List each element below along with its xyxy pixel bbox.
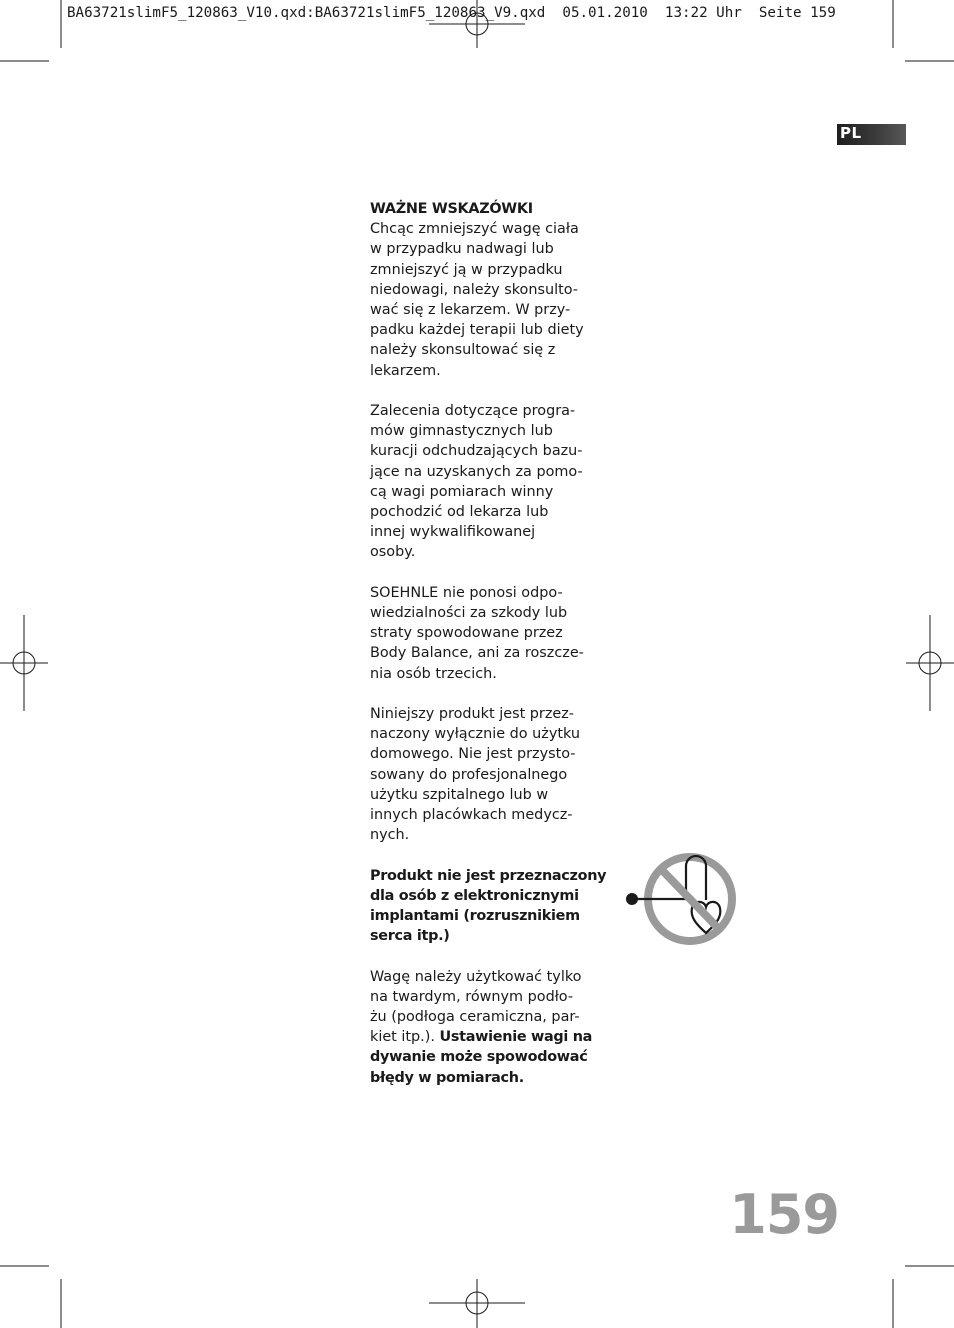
text-line: Zalecenia dotyczące progra-: [370, 403, 576, 420]
text-line: naczony wyłącznie do użytku: [370, 726, 580, 743]
no-pacemaker-icon: [620, 850, 742, 950]
text-line: na twardym, równym podło-: [370, 988, 574, 1005]
warning-line: Produkt nie jest przeznaczony: [370, 867, 607, 884]
text-line: jące na uzyskanych za pomo-: [370, 463, 583, 480]
text-line: sowany do profesjonalnego: [370, 766, 568, 783]
text-line: osoby.: [370, 544, 416, 561]
text-line: żu (podłoga ceramiczna, par-: [370, 1009, 580, 1026]
text-line: lekarzem.: [370, 362, 441, 379]
language-label: PL: [840, 124, 862, 142]
warning-line: dla osób z elektronicznymi: [370, 887, 579, 904]
text-line: pochodzić od lekarza lub: [370, 504, 549, 521]
file-slug-line: BA63721slimF5_120863_V10.qxd:BA63721slimF5_120863_V9.qxd 05.01.2010 13:22 Uhr Seite 159: [67, 5, 836, 21]
text-line: należy skonsultować się z: [370, 342, 556, 359]
text-line: straty spowodowane przez: [370, 625, 563, 642]
text-line: użytku szpitalnego lub w: [370, 786, 549, 803]
text-line: Body Balance, ani za roszcze-: [370, 645, 584, 662]
text-line: padku każdej terapii lub diety: [370, 322, 584, 339]
text-line: innych placówkach medycz-: [370, 807, 573, 824]
paragraph-home-use: [370, 704, 610, 845]
text-line-mixed: [370, 1027, 610, 1047]
language-badge: [837, 124, 906, 145]
paragraph-surface: [370, 967, 610, 1088]
text-line: wiedzialności za szkody lub: [370, 605, 568, 622]
text-line: zmniejszyć ją w przypadku: [370, 261, 563, 278]
text-line: nia osób trzecich.: [370, 665, 497, 682]
section-heading: WAŻNE WSKAZÓWKI: [370, 201, 533, 217]
text-line: domowego. Nie jest przysto-: [370, 746, 576, 763]
paragraph-recommendations: [370, 401, 610, 563]
text-line: niedowagi, należy skonsulto-: [370, 281, 578, 298]
warning-line: serca itp.): [370, 928, 450, 945]
warning-line: implantami (rozrusznikiem: [370, 908, 580, 925]
text-segment: kiet itp.).: [370, 1029, 440, 1046]
page-number: 159: [729, 1183, 839, 1246]
text-line: SOEHNLE nie ponosi odpo-: [370, 584, 563, 601]
warning-line: dywanie może spowodować: [370, 1049, 588, 1066]
warning-line: błędy w pomiarach.: [370, 1069, 524, 1086]
text-line: Chcąc zmniejszyć wagę ciała: [370, 221, 579, 238]
text-line: w przypadku nadwagi lub: [370, 241, 554, 258]
text-line: kuracji odchudzających bazu-: [370, 443, 583, 460]
important-notes-section: [370, 199, 610, 1108]
text-line: cą wagi pomiarach winny: [370, 483, 554, 500]
text-line: nych.: [370, 827, 410, 844]
warning-segment: Ustawienie wagi na: [439, 1029, 593, 1046]
paragraph-intro: [370, 199, 610, 381]
paragraph-implant-warning: [370, 866, 610, 947]
text-line: Niniejszy produkt jest przez-: [370, 706, 574, 723]
text-line: wać się z lekarzem. W przy-: [370, 302, 571, 319]
text-line: mów gimnastycznych lub: [370, 423, 553, 440]
text-line: Wagę należy użytkować tylko: [370, 968, 582, 985]
text-line: innej wykwalifikowanej: [370, 524, 536, 541]
paragraph-liability: [370, 583, 610, 684]
